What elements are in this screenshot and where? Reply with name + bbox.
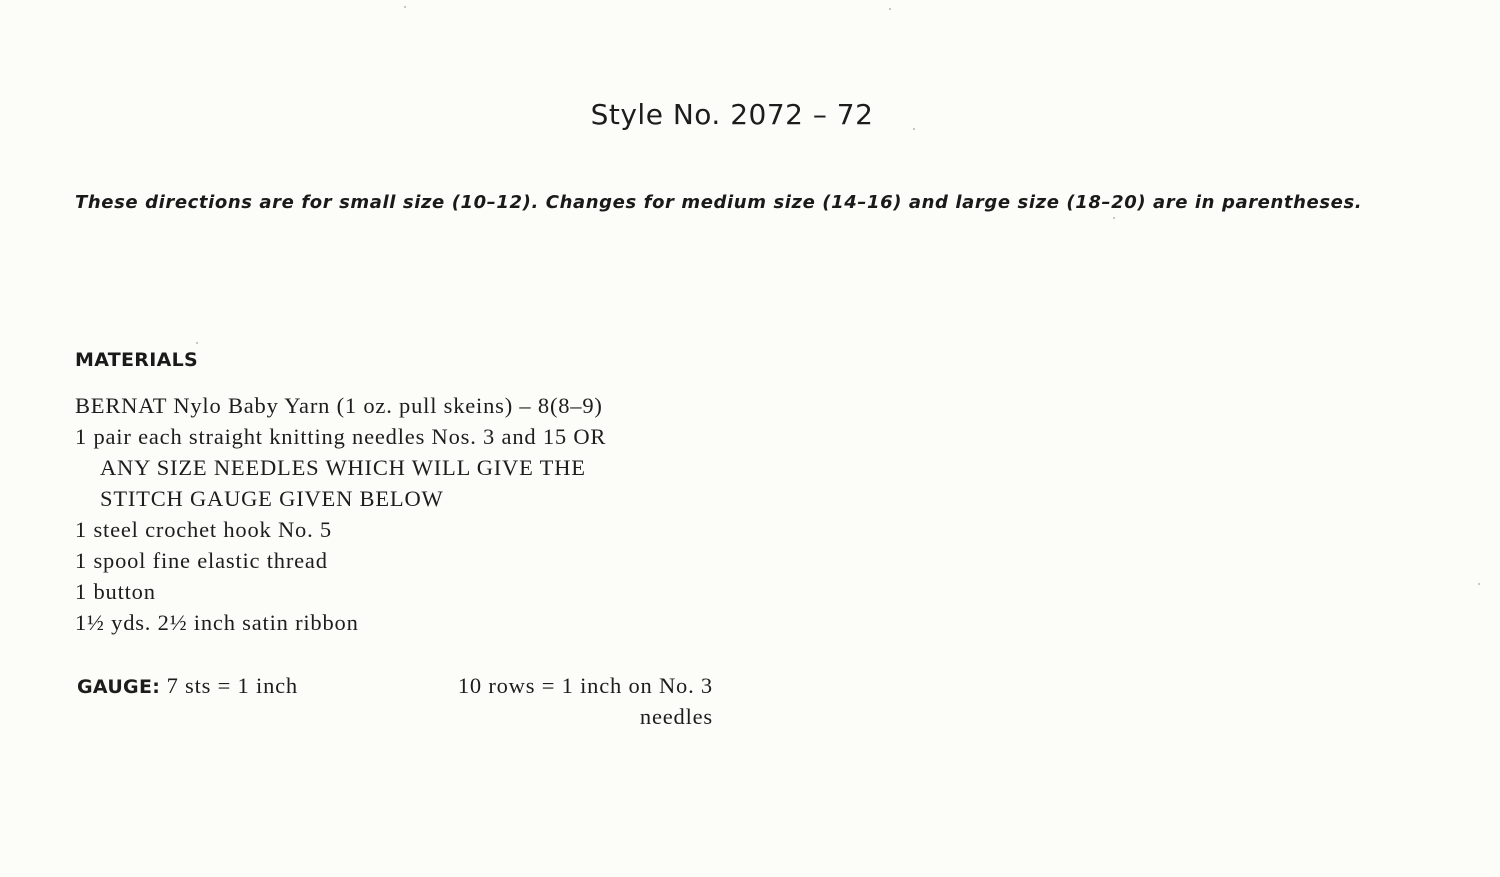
material-needles-alt-1: ANY SIZE NEEDLES WHICH WILL GIVE THE <box>100 455 586 480</box>
materials-list <box>75 390 735 638</box>
material-needles: 1 pair each straight knitting needles Nos. 3 and 15 OR <box>75 424 607 449</box>
paper-speck <box>1478 583 1480 585</box>
gauge-section <box>77 670 717 732</box>
gauge-label: GAUGE: <box>77 676 161 698</box>
paper-speck <box>913 128 915 130</box>
materials-heading: MATERIALS <box>75 349 198 371</box>
paper-speck <box>1113 217 1115 219</box>
gauge-rows: 10 rows = 1 inch on No. 3 <box>457 673 713 698</box>
size-directions-note: These directions are for small size (10–12). Changes for medium size (14–16) and large size (18–20) are in parentheses. <box>75 192 1363 213</box>
material-yarn: BERNAT Nylo Baby Yarn (1 oz. pull skeins) – 8(8–9) <box>75 393 603 418</box>
material-elastic-thread: 1 spool fine elastic thread <box>75 548 328 573</box>
paper-speck <box>196 342 198 344</box>
material-ribbon: 1½ yds. 2½ inch satin ribbon <box>75 610 359 635</box>
style-number-title: Style No. 2072 – 72 <box>590 98 874 131</box>
material-needles-alt-2: STITCH GAUGE GIVEN BELOW <box>100 486 444 511</box>
material-button: 1 button <box>75 579 156 604</box>
paper-speck <box>889 8 891 10</box>
paper-speck <box>404 6 406 8</box>
material-crochet-hook: 1 steel crochet hook No. 5 <box>75 517 332 542</box>
gauge-rows-continued: needles <box>639 704 713 729</box>
gauge-stitches: 7 sts = 1 inch <box>166 673 298 698</box>
